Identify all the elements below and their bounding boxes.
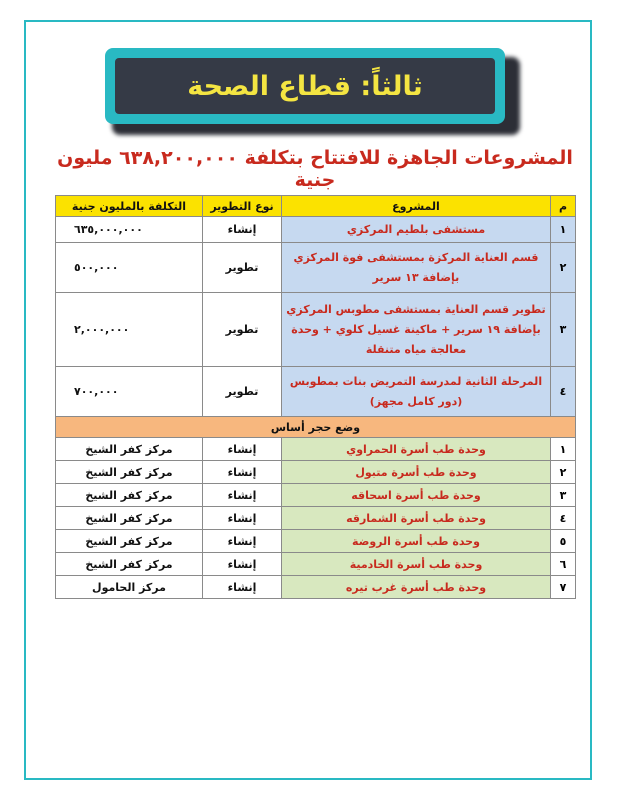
table-row <box>56 438 576 461</box>
row-project: مستشفى بلطيم المركزي <box>282 217 551 243</box>
row-type: إنشاء <box>203 530 282 553</box>
row-type: إنشاء <box>203 507 282 530</box>
row-cost: ٧٠٠,٠٠٠ <box>56 367 203 417</box>
section-band <box>56 417 576 438</box>
row-project: المرحلة الثانية لمدرسة التمريض بنات بمطوبس (دور كامل مجهز) <box>282 367 551 417</box>
table-row <box>56 553 576 576</box>
table-row <box>56 484 576 507</box>
row-num: ٤ <box>551 507 576 530</box>
row-project: وحدة طب أسرة الروضة <box>282 530 551 553</box>
title-box <box>105 48 505 124</box>
row-location: مركز كفر الشيخ <box>56 507 203 530</box>
row-location: مركز كفر الشيخ <box>56 553 203 576</box>
row-num: ٢ <box>551 243 576 293</box>
table-row <box>56 530 576 553</box>
row-num: ٢ <box>551 461 576 484</box>
table-row <box>56 461 576 484</box>
row-num: ٧ <box>551 576 576 599</box>
row-project: وحدة طب أسرة الشمارقه <box>282 507 551 530</box>
header-cost: التكلفة بالمليون جنية <box>56 196 203 217</box>
table-row <box>56 293 576 367</box>
table-row <box>56 576 576 599</box>
header-project: المشروع <box>282 196 551 217</box>
row-location: مركز الحامول <box>56 576 203 599</box>
row-num: ٥ <box>551 530 576 553</box>
row-project: تطوير قسم العناية بمستشفى مطوبس المركزي بإضافة ١٩ سرير + ماكينة غسيل كلوي + وحدة معالجة مياه متنقلة <box>282 293 551 367</box>
header-type: نوع التطوير <box>203 196 282 217</box>
row-type: تطوير <box>203 293 282 367</box>
row-cost: ٢,٠٠٠,٠٠٠ <box>56 293 203 367</box>
section-title: وضع حجر أساس <box>56 417 576 438</box>
projects-table <box>55 195 576 599</box>
row-type: إنشاء <box>203 484 282 507</box>
header-num: م <box>551 196 576 217</box>
row-type: إنشاء <box>203 438 282 461</box>
row-num: ٣ <box>551 484 576 507</box>
row-type: إنشاء <box>203 217 282 243</box>
row-cost: ٥٠٠,٠٠٠ <box>56 243 203 293</box>
row-type: تطوير <box>203 243 282 293</box>
row-location: مركز كفر الشيخ <box>56 438 203 461</box>
table-row <box>56 217 576 243</box>
row-num: ١ <box>551 217 576 243</box>
page-subtitle: المشروعات الجاهزة للافتتاح بتكلفة ٦٣٨,٢٠٠,٠٠٠ مليون جنية <box>57 147 573 191</box>
row-project: وحدة طب أسرة اسحاقه <box>282 484 551 507</box>
row-type: إنشاء <box>203 576 282 599</box>
table-row <box>56 367 576 417</box>
row-project: قسم العناية المركزة بمستشفى فوة المركزي بإضافة ١٣ سرير <box>282 243 551 293</box>
row-type: إنشاء <box>203 461 282 484</box>
row-num: ١ <box>551 438 576 461</box>
page-title: ثالثاً: قطاع الصحة <box>115 58 495 114</box>
row-location: مركز كفر الشيخ <box>56 530 203 553</box>
table-header-row <box>56 196 576 217</box>
table-row <box>56 243 576 293</box>
row-num: ٦ <box>551 553 576 576</box>
row-location: مركز كفر الشيخ <box>56 461 203 484</box>
row-project: وحدة طب أسرة متبول <box>282 461 551 484</box>
row-num: ٣ <box>551 293 576 367</box>
row-cost: ٦٣٥,٠٠٠,٠٠٠ <box>56 217 203 243</box>
row-location: مركز كفر الشيخ <box>56 484 203 507</box>
row-project: وحدة طب أسرة الخادمية <box>282 553 551 576</box>
table-row <box>56 507 576 530</box>
row-project: وحدة طب أسرة الحمراوي <box>282 438 551 461</box>
row-project: وحدة طب أسرة غرب تيره <box>282 576 551 599</box>
row-type: تطوير <box>203 367 282 417</box>
row-num: ٤ <box>551 367 576 417</box>
row-type: إنشاء <box>203 553 282 576</box>
